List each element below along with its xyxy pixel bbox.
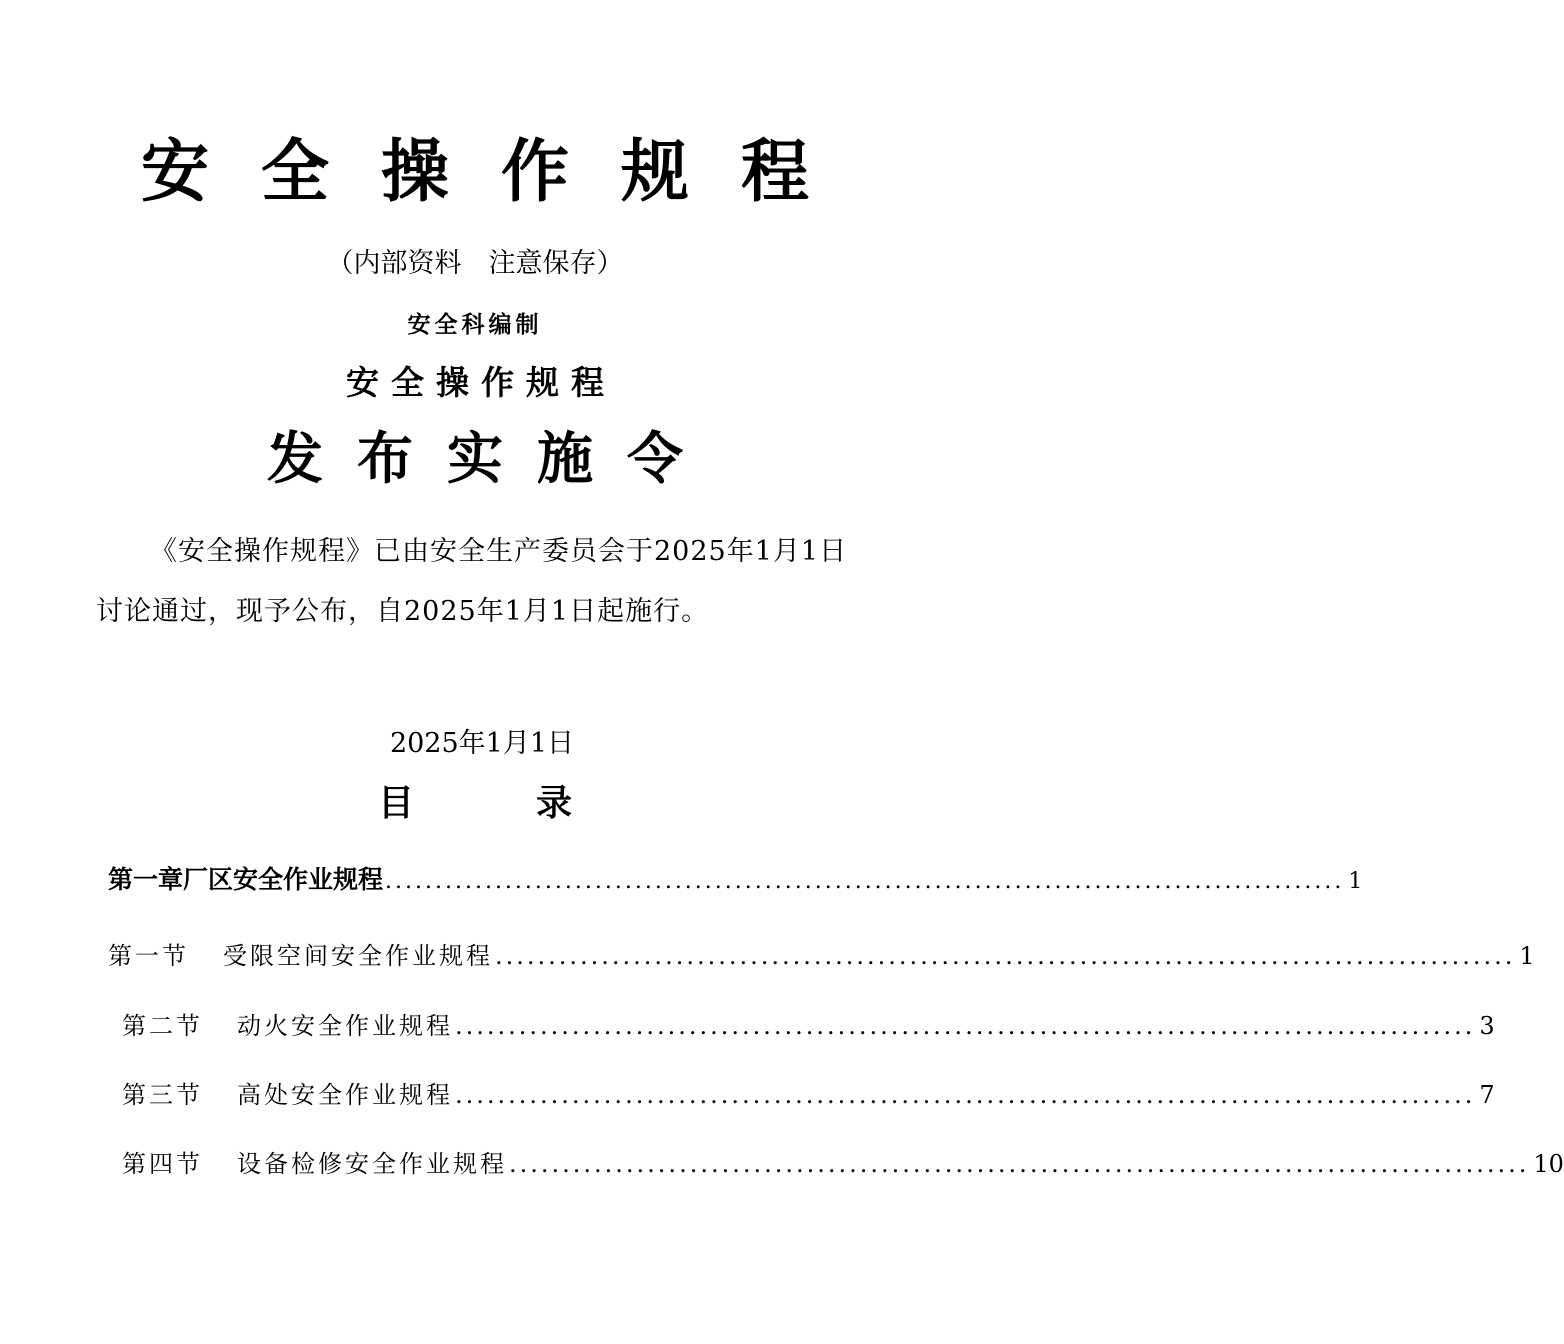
toc-section-entry[interactable] <box>122 1077 1495 1113</box>
toc-page-number: 10 <box>1533 1150 1564 1178</box>
toc-page-number: 1 <box>1348 869 1363 894</box>
toc-leader-dots: ................................................................................................ <box>455 1012 1476 1040</box>
toc-leader-dots: ................................................................................................ <box>385 869 1345 894</box>
toc-section-number: 第一节 <box>108 942 189 970</box>
toc-section-number: 第四节 <box>122 1150 203 1178</box>
toc-section-entry[interactable] <box>108 938 1535 974</box>
cover-main-title: 安全操作规程 <box>140 133 861 212</box>
toc-section-entry[interactable] <box>122 1146 1564 1182</box>
decree-date: 2025年1月1日 <box>389 728 575 759</box>
toc-section-title: 设备检修安全作业规程 <box>237 1150 507 1178</box>
toc-leader-dots: ................................................................................................ <box>455 1081 1476 1109</box>
toc-chapter-label: 第一章厂区安全作业规程 <box>108 865 384 894</box>
toc-page-number: 3 <box>1479 1012 1495 1040</box>
toc-leader-dots: ................................................................................................ <box>495 942 1516 970</box>
decree-body-paragraph: 《安全操作规程》已由安全生产委员会于2025年1月1日讨论通过，现予公布，自2025年1月1日起施行。 <box>96 536 848 627</box>
compiler-line: 安全科编制 <box>407 312 543 338</box>
toc-page-number: 1 <box>1519 942 1535 970</box>
decree-document-title: 安全操作规程 <box>346 363 616 402</box>
toc-leader-dots: ................................................................................................ <box>509 1150 1530 1178</box>
decree-order-title: 发布实施令 <box>267 427 717 492</box>
toc-section-title: 动火安全作业规程 <box>237 1012 453 1040</box>
toc-section-number: 第二节 <box>122 1012 203 1040</box>
toc-section-title: 受限空间安全作业规程 <box>223 942 493 970</box>
toc-page-number: 7 <box>1479 1081 1495 1109</box>
toc-section-entry[interactable] <box>122 1008 1495 1044</box>
toc-chapter-entry[interactable] <box>108 862 1363 900</box>
toc-section-title: 高处安全作业规程 <box>237 1081 453 1109</box>
cover-subtitle: （内部资料 注意保存） <box>326 248 624 279</box>
toc-title: 目录 <box>377 783 694 824</box>
toc-section-number: 第三节 <box>122 1081 203 1109</box>
